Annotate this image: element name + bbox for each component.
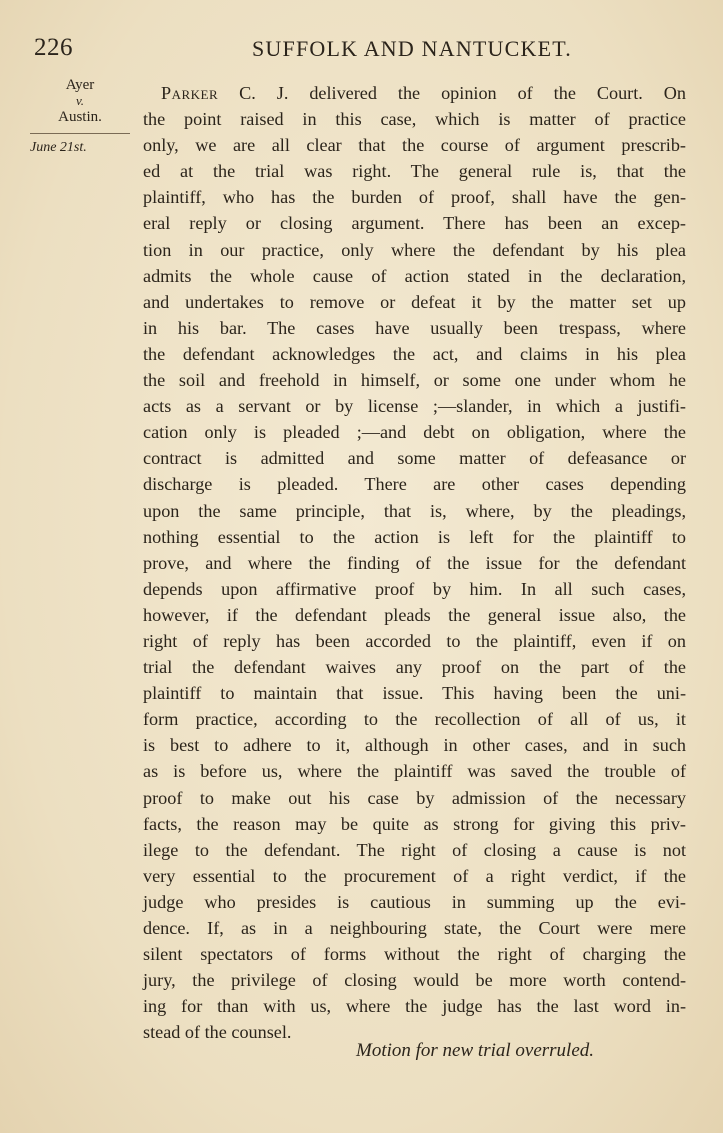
text-line: ilege to the defendant. The right of closing a cause is not xyxy=(143,839,686,860)
margin-divider xyxy=(30,133,130,134)
text-line: ed at the trial was right. The general rule is, that the xyxy=(143,161,686,182)
text-line: ing for than with us, where the judge has the last word in- xyxy=(143,996,686,1017)
text-line: acts as a servant or by license ;—slander, in which a justifi- xyxy=(143,396,686,417)
text-line: eral reply or closing argument. There has been an excep- xyxy=(143,213,686,234)
text-line: form practice, according to the recollection of all of us, it xyxy=(143,709,686,730)
judge-name: Parker xyxy=(161,83,219,103)
text-line: the point raised in this case, which is matter of practice xyxy=(143,109,686,130)
text-line: judge who presides is cautious in summing up the evi- xyxy=(143,891,686,912)
text-line: admits the whole cause of action stated in the declaration, xyxy=(143,265,686,286)
text-line: cation only is pleaded ;—and debt on obligation, where the xyxy=(143,422,686,443)
text-line: prove, and where the finding of the issue for the defendant xyxy=(143,552,686,573)
text-line: in his bar. The cases have usually been trespass, where xyxy=(143,317,686,338)
text-line: is best to adhere to it, although in other cases, and in such xyxy=(143,735,686,756)
text-line: only, we are all clear that the course of argument prescrib- xyxy=(143,135,686,156)
text-line: depends upon affirmative proof by him. In all such cases, xyxy=(143,578,686,599)
text-line: right of reply has been accorded to the plaintiff, even if on xyxy=(143,630,686,651)
text-line: contract is admitted and some matter of defeasance or xyxy=(143,448,686,469)
margin-date: June 21st. xyxy=(30,140,87,155)
text-line: tion in our practice, only where the defendant by his plea xyxy=(143,239,686,260)
text-line: jury, the privilege of closing would be more worth contend- xyxy=(143,970,686,991)
text-line: dence. If, as in a neighbouring state, the Court were mere xyxy=(143,918,686,938)
text-line: silent spectators of forms without the right of charging the xyxy=(143,944,686,965)
opinion-text xyxy=(143,80,686,1045)
text-line: and undertakes to remove or defeat it by the matter set up xyxy=(143,291,686,312)
page-number: 226 xyxy=(34,34,73,61)
text-line: the defendant acknowledges the act, and claims in his plea xyxy=(143,343,686,364)
margin-case-citation xyxy=(28,76,132,126)
text-line: Parker C. J. delivered the opinion of the Court. On xyxy=(161,83,686,103)
text-line: plaintiff to maintain that issue. This having been the uni- xyxy=(143,683,686,704)
text-line: very essential to the procurement of a right verdict, if the xyxy=(143,865,686,886)
text-line: facts, the reason may be quite as strong for giving this priv- xyxy=(143,813,686,834)
text-line: however, if the defendant pleads the general issue also, the xyxy=(143,604,686,625)
margin-plaintiff: Ayer xyxy=(65,77,95,93)
disposition: Motion for new trial overruled. xyxy=(356,1040,595,1061)
text-line: nothing essential to the action is left for the plaintiff to xyxy=(143,526,686,547)
text-line: stead of the counsel. xyxy=(143,1022,292,1043)
page-header xyxy=(34,30,694,66)
text-line: as is before us, where the plaintiff was saved the trouble of xyxy=(143,761,686,782)
running-title: SUFFOLK AND NANTUCKET. xyxy=(252,36,572,61)
margin-defendant: Austin. xyxy=(58,109,102,125)
text-line: proof to make out his case by admission of the necessary xyxy=(143,787,686,808)
text-line: discharge is pleaded. There are other cases depending xyxy=(143,474,686,495)
margin-versus: v. xyxy=(75,93,85,108)
text-line: the soil and freehold in himself, or some one under whom he xyxy=(143,370,686,391)
text-line: plaintiff, who has the burden of proof, shall have the gen- xyxy=(143,187,686,208)
text-line: trial the defendant waives any proof on the part of the xyxy=(143,657,686,678)
text-line: upon the same principle, that is, where, by the pleadings, xyxy=(143,500,686,521)
